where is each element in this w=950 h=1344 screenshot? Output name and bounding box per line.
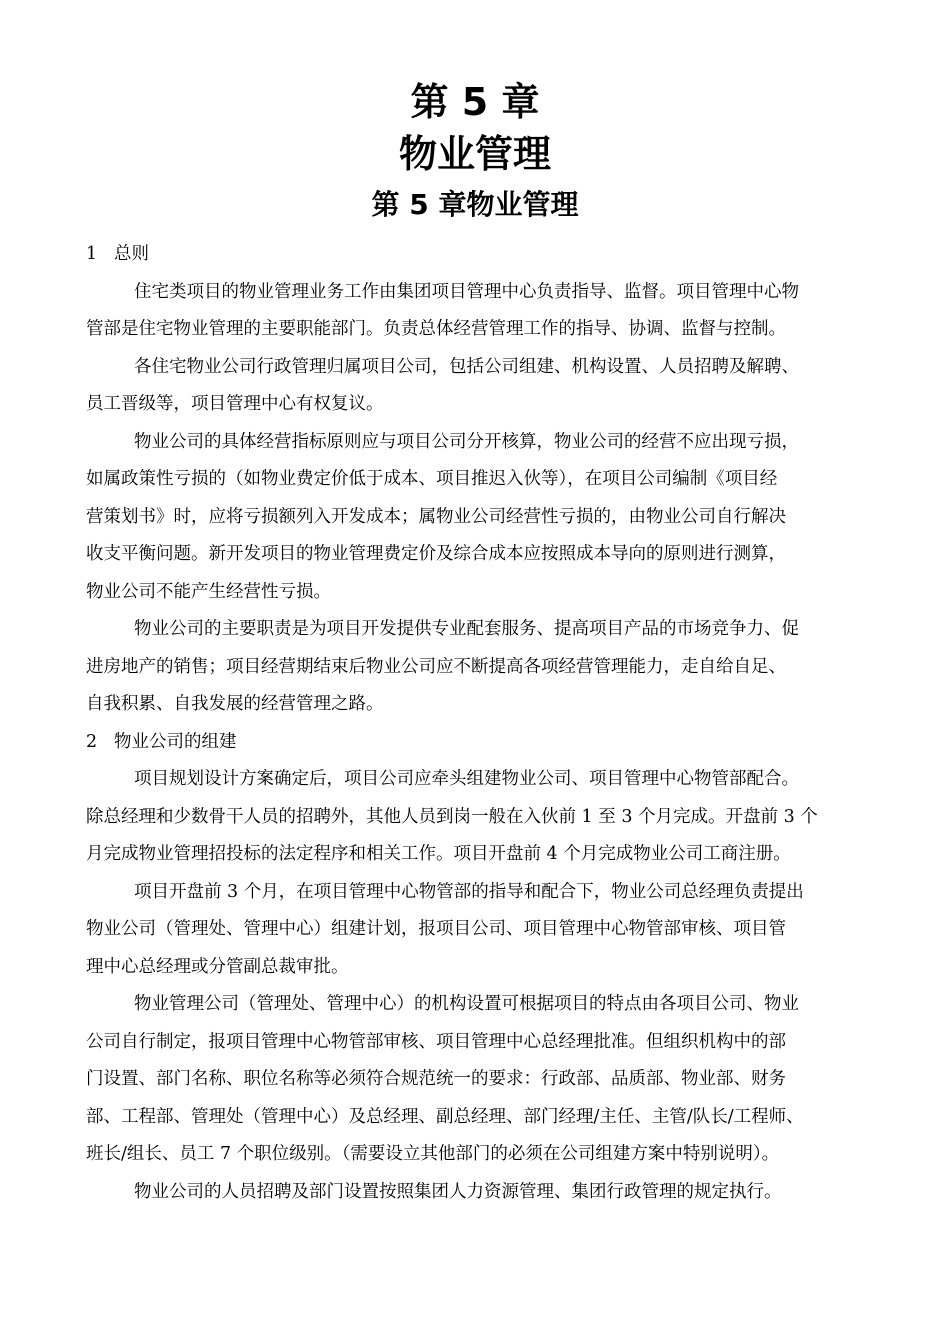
paragraph-line: 物业管理公司（管理处、管理中心）的机构设置可根据项目的特点由各项目公司、物业 — [134, 994, 799, 1014]
body-paragraph — [86, 986, 886, 1174]
paragraph-line: 收支平衡问题。新开发项目的物业管理费定价及综合成本应按照成本导向的原则进行测算， — [86, 544, 786, 564]
section-number: 1 — [86, 244, 98, 264]
paragraph-line: 门设置、部门名称、职位名称等必须符合规范统一的要求：行政部、品质部、物业部、财务 — [86, 1069, 786, 1089]
section-heading — [86, 236, 886, 274]
section-heading — [86, 724, 886, 762]
paragraph-line: 物业公司（管理处、管理中心）组建计划，报项目公司、项目管理中心物管部审核、项目管 — [86, 919, 786, 939]
body-paragraph — [86, 874, 886, 987]
paragraph-line: 物业公司的主要职责是为项目开发提供专业配套服务、提高项目产品的市场竞争力、促 — [134, 619, 799, 639]
paragraph-line: 住宅类项目的物业管理业务工作由集团项目管理中心负责指导、监督。项目管理中心物 — [134, 281, 799, 302]
paragraph-line: 项目规划设计方案确定后，项目公司应牵头组建物业公司、项目管理中心物管部配合。 — [134, 769, 799, 789]
paragraph-line: 自我积累、自我发展的经营管理之路。 — [86, 694, 384, 714]
section-heading-text: 总则 — [114, 244, 149, 264]
paragraph-line: 部、工程部、管理处（管理中心）及总经理、副总经理、部门经理/主任、主管/队长/工程师、 — [86, 1106, 804, 1127]
body-paragraph — [86, 349, 886, 424]
paragraph-line: 管部是住宅物业管理的主要职能部门。负责总体经营管理工作的指导、协调、监督与控制。 — [86, 319, 786, 339]
body-paragraph — [86, 424, 886, 612]
paragraph-line: 物业公司不能产生经营性亏损。 — [86, 581, 331, 602]
body-paragraph — [86, 274, 886, 349]
paragraph-line: 公司自行制定，报项目管理中心物管部审核、项目管理中心总经理批准。但组织机构中的部 — [86, 1031, 786, 1052]
paragraph-line: 月完成物业管理招投标的法定程序和相关工作。项目开盘前 4 个月完成物业公司工商注册。 — [86, 844, 791, 864]
chapter-full-title: 第 5 章物业管理 — [371, 188, 579, 221]
paragraph-line: 营策划书》时，应将亏损额列入开发成本；属物业公司经营性亏损的，由物业公司自行解决 — [86, 506, 786, 527]
paragraph-line: 理中心总经理或分管副总裁审批。 — [86, 956, 349, 977]
paragraph-line: 各住宅物业公司行政管理归属项目公司，包括公司组建、机构设置、人员招聘及解聘、 — [134, 356, 799, 377]
body-paragraph — [86, 611, 886, 724]
chapter-subject: 物业管理 — [398, 132, 551, 176]
paragraph-line: 项目开盘前 3 个月，在项目管理中心物管部的指导和配合下，物业公司总经理负责提出 — [134, 881, 804, 902]
paragraph-line: 进房地产的销售；项目经营期结束后物业公司应不断提高各项经营管理能力，走自给自足、 — [86, 656, 786, 677]
paragraph-line: 物业公司的具体经营指标原则应与项目公司分开核算，物业公司的经营不应出现亏损， — [134, 431, 799, 452]
paragraph-line: 班长/组长、员工 7 个职位级别。（需要设立其他部门的必须在公司组建方案中特别说明）。 — [86, 1144, 780, 1164]
section-heading-text: 物业公司的组建 — [114, 731, 237, 752]
paragraph-line: 除总经理和少数骨干人员的招聘外，其他人员到岗一般在入伙前 1 至 3 个月完成。开盘前 3 个 — [86, 806, 818, 827]
paragraph-line: 如属政策性亏损的（如物业费定价低于成本、项目推迟入伙等），在项目公司编制《项目经 — [86, 469, 778, 489]
body-paragraph — [86, 761, 886, 874]
body-paragraph — [86, 1174, 886, 1212]
chapter-title: 第 5 章 — [410, 80, 540, 124]
section-number: 2 — [86, 731, 98, 752]
document-body — [86, 236, 886, 1211]
paragraph-line: 物业公司的人员招聘及部门设置按照集团人力资源管理、集团行政管理的规定执行。 — [134, 1181, 782, 1202]
paragraph-line: 员工晋级等，项目管理中心有权复议。 — [86, 394, 384, 414]
